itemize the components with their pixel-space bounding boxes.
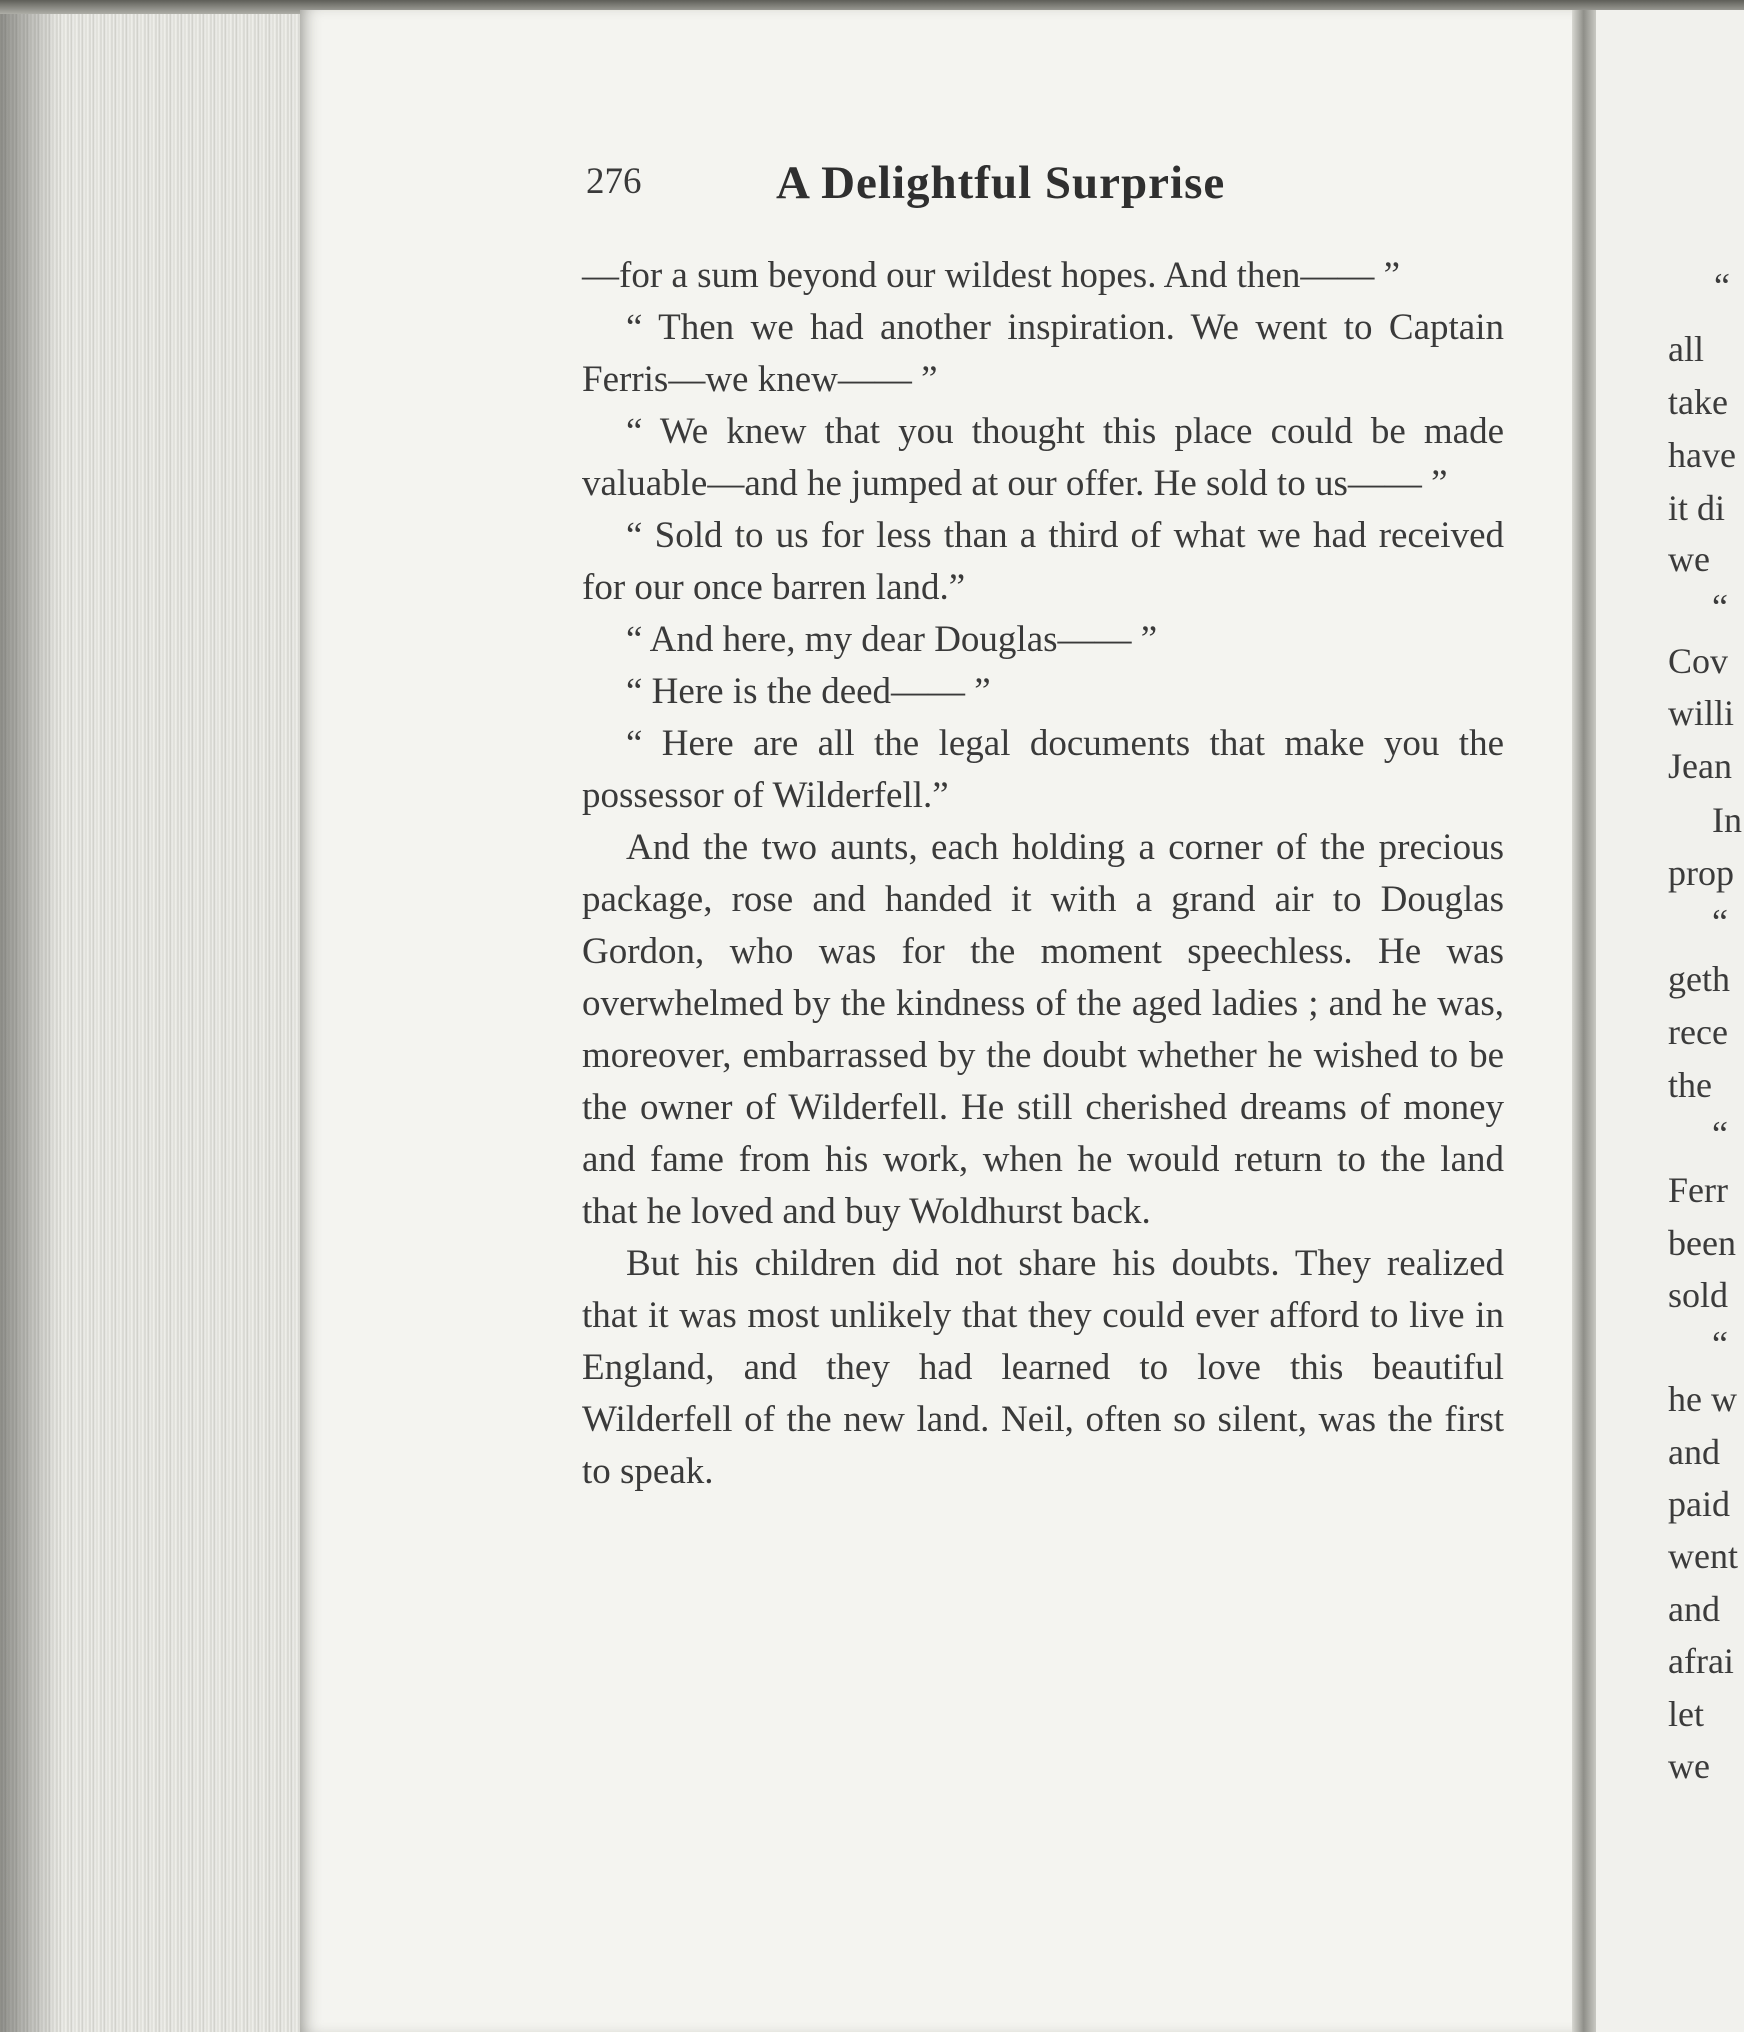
facing-page-fragment: we (1668, 539, 1710, 579)
facing-page-fragment: afrai (1668, 1641, 1734, 1681)
facing-page-fragment: Jean (1668, 746, 1732, 786)
facing-page-fragment: have (1668, 435, 1736, 475)
edge-shadow (0, 14, 60, 2032)
page-header (586, 156, 1506, 226)
facing-page-fragment: “ (1714, 266, 1730, 306)
book-gutter (1572, 10, 1598, 2032)
facing-page-fragment: we (1668, 1746, 1710, 1786)
facing-page-fragment: “ (1712, 1324, 1728, 1364)
facing-page-fragment: all (1668, 329, 1704, 369)
paragraph: “ Here are all the legal documents that make you the possessor of Wilderfell.” (582, 723, 1504, 816)
facing-page-fragment: willi (1668, 693, 1735, 733)
facing-page-fragment: take (1668, 382, 1728, 422)
facing-page-fragment: and (1668, 1432, 1720, 1472)
facing-page-fragment: went (1668, 1536, 1738, 1576)
page-body (582, 250, 1504, 1498)
facing-page-fragment: In (1712, 800, 1742, 840)
paragraph: “ Then we had another inspiration. We went to Captain Ferris—we knew—— ” (582, 307, 1504, 400)
facing-page-fragment: let (1668, 1694, 1704, 1734)
facing-page-fragment: rece (1668, 1012, 1728, 1052)
paragraph: —for a sum beyond our wildest hopes. And then—— ” (582, 255, 1400, 296)
facing-page-fragment: “ (1712, 587, 1728, 627)
facing-page-fragment: geth (1668, 959, 1730, 999)
facing-page-fragment: he w (1668, 1379, 1737, 1419)
paragraph: “ We knew that you thought this place could be made valuable—and he jumped at our offer. He sold to us—— ” (582, 411, 1504, 504)
paragraph: “ Here is the deed—— ” (626, 671, 991, 712)
paragraph: But his children did not share his doubts. They realized that it was most unlikely that they could ever afford to live in England, and they had learned to love this beautiful Wilderfell of the new land. Neil, often so silent, was the first to speak. (582, 1243, 1504, 1492)
facing-page-fragment: prop (1668, 853, 1734, 893)
facing-page-fragment: “ (1712, 902, 1728, 942)
facing-page-fragment: it di (1668, 488, 1726, 528)
page-number: 276 (586, 161, 642, 202)
paragraph: “ Sold to us for less than a third of what we had received for our once barren land.” (582, 515, 1504, 608)
facing-page-fragment: and (1668, 1589, 1720, 1629)
facing-page (1596, 10, 1744, 2032)
facing-page-fragment: Ferr (1668, 1170, 1728, 1210)
facing-page-fragment: “ (1712, 1114, 1728, 1154)
facing-page-fragment: the (1668, 1065, 1712, 1105)
facing-page-fragment: paid (1668, 1484, 1730, 1524)
running-title: A Delightful Surprise (776, 157, 1226, 209)
paragraph: And the two aunts, each holding a corner of the precious package, rose and handed it with a grand air to Douglas Gordon, who was for the moment speechless. He was overwhelmed by the kindness of the aged ladies ; and he was, moreover, embarrassed by the doubt whether he wished to be the owner of Wilderfell. He still cherished dreams of money and fame from his work, when he would return to the land that he loved and buy Woldhurst back. (582, 827, 1504, 1232)
facing-page-fragment: Cov (1668, 641, 1729, 681)
facing-page-fragment: been (1668, 1223, 1736, 1263)
paragraph: “ And here, my dear Douglas—— ” (626, 619, 1158, 660)
facing-page-fragment: sold (1668, 1275, 1729, 1315)
